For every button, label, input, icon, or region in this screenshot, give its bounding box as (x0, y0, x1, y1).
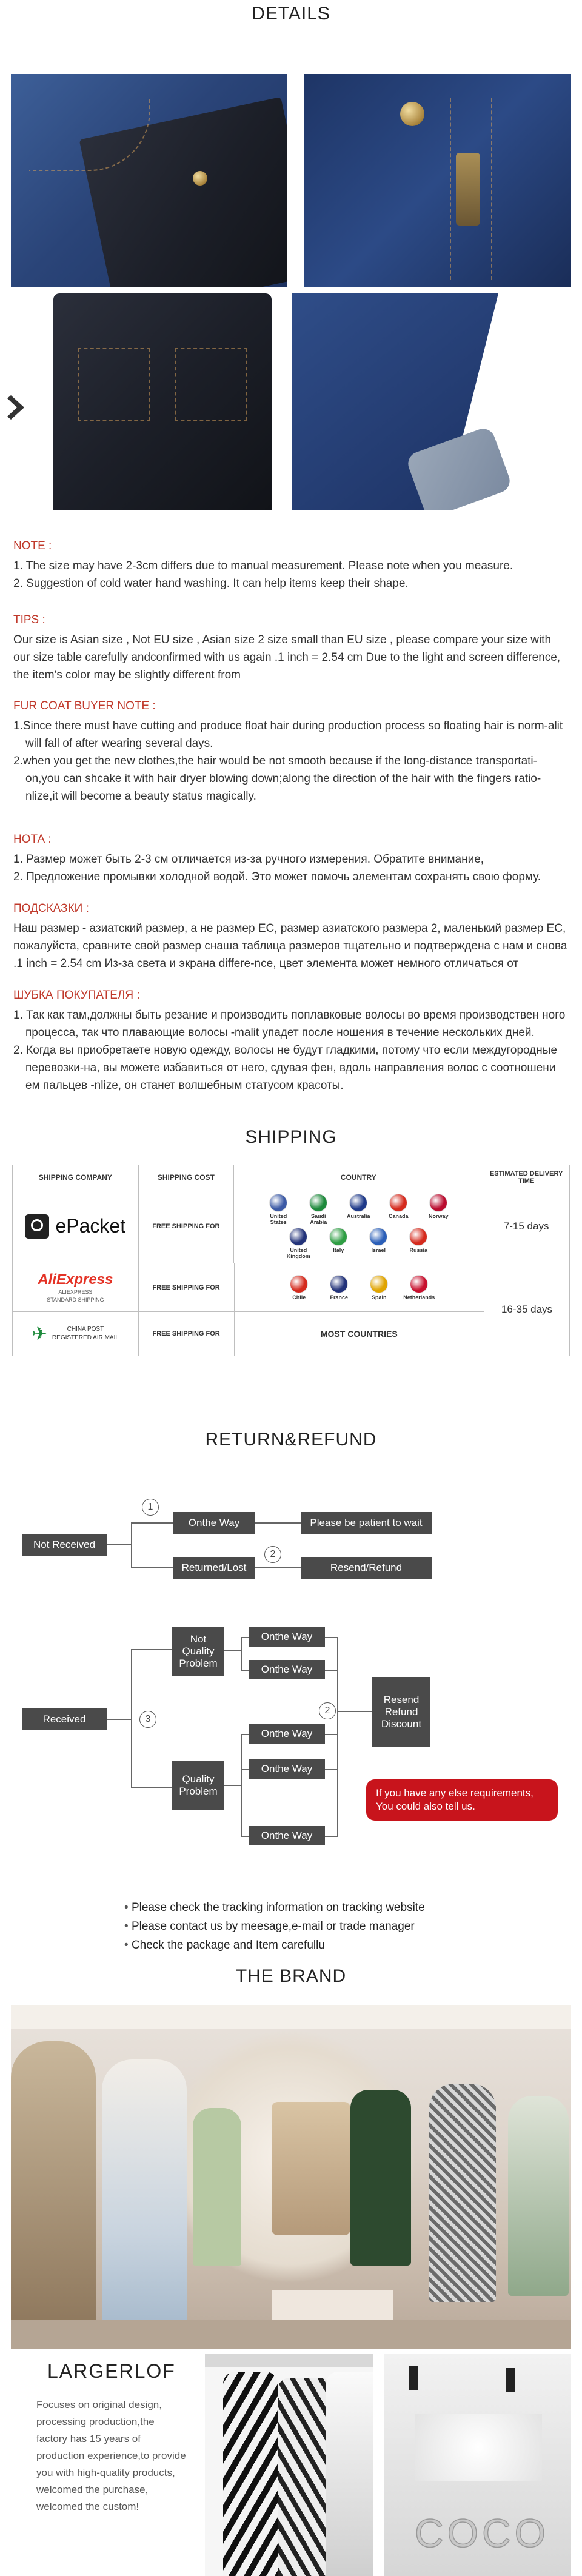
fur-note-line-2: 2.when you get the new clothes,the hair would be not smooth because if the long-distance transportati-on,you can shcake it with hair dryer blowing down;along the direction of the hair with the fingers ratio-nlize,it will become a beauty status magically. (13, 755, 541, 803)
brand-name: LARGERLOF (47, 2360, 176, 2382)
shared-delivery-time: 16-35 days (501, 1303, 553, 1315)
photo-jeans-back (35, 293, 287, 510)
nota-line-2: 2. Предложение промывки холодной водой. Это может помочь элементам сохранять свою форму. (13, 871, 541, 883)
flag-netherlands-icon (410, 1275, 428, 1293)
shipping-rows-shared (13, 1263, 569, 1356)
flag-label: Israel (371, 1246, 386, 1253)
note-section (13, 537, 570, 592)
flag-saudi-arabia-icon (309, 1194, 327, 1212)
nota-section (13, 831, 570, 886)
returned-lost-box: Returned/Lost (173, 1557, 255, 1579)
header-company: SHIPPING COMPANY (13, 1165, 139, 1189)
chinapost-icon: ✈ (32, 1323, 47, 1344)
flag-label: United States (270, 1213, 287, 1225)
tips-heading: TIPS : (13, 614, 45, 626)
photo-store-sign (384, 2354, 571, 2576)
flag-israel (363, 1228, 394, 1259)
refund-tip-2: • Please contact us by meesage,e-mail or trade manager (124, 1917, 425, 1936)
header-country: COUNTRY (234, 1165, 483, 1189)
nota-line-1: 1. Размер может быть 2-3 см отличается из-за ручного измерения. Обратите внимание, (13, 853, 484, 866)
flag-chile-icon (290, 1275, 308, 1293)
flag-italy-icon (329, 1228, 347, 1246)
aliexpress-countries (235, 1263, 484, 1311)
flag-list-aliexpress (250, 1275, 468, 1300)
details-title: DETAILS (252, 4, 330, 24)
brand-description: Focuses on original design, processing production,the factory has 15 years of production experience,to provide you with high-quality products, welcomed the purchase, welcomed the custom! (36, 2399, 186, 2512)
flag-canada (383, 1194, 414, 1225)
header-cost: SHIPPING COST (139, 1165, 235, 1189)
shipping-table (12, 1165, 570, 1356)
step-number-1: 1 (142, 1499, 159, 1516)
flag-chile (283, 1275, 315, 1300)
aliexpress-cost: FREE SHIPPING FOR (139, 1263, 235, 1311)
shuba-line-2: 2. Когда вы приобретаете новую одежду, волосы не будут гладкими, потому что если междугородные перевозки-на, вы можете избавиться от него, сдувая фен, вдоль направления волос с соотношени ем пальцев -nlize, он станет волшебным статусом красоты. (13, 1044, 557, 1092)
requirements-bubble: If you have any else requirements, You could also tell us. (366, 1779, 558, 1821)
flag-italy (323, 1228, 354, 1259)
flag-australia (343, 1194, 374, 1225)
not-quality-problem-box: Not Quality Problem (172, 1627, 224, 1676)
flag-label: United Kingdom (286, 1246, 310, 1259)
epacket-time: 7-15 days (503, 1220, 549, 1232)
flag-label: Australia (346, 1213, 370, 1219)
be-patient-box: Please be patient to wait (301, 1512, 432, 1534)
flag-russia (403, 1228, 434, 1259)
step-number-3: 3 (139, 1711, 156, 1728)
tips-text: Our size is Asian size , Not EU size , Asian size 2 size small than EU size , please compare your size with our size table carefully andconfirmed with us again .1 inch = 2.54 cm Due to the light and screen difference, the item's color may be slightly different from (13, 634, 561, 681)
flag-label: Saudi Arabia (310, 1213, 327, 1225)
quality-problem-box: Quality Problem (172, 1761, 224, 1810)
refund-tip-1: • Please check the tracking information on tracking website (124, 1898, 425, 1917)
on-the-way-box-nq-1: Onthe Way (249, 1627, 325, 1647)
refund-tips-list (124, 1898, 425, 1955)
not-received-box: Not Received (22, 1534, 107, 1556)
flag-spain (363, 1275, 395, 1300)
epacket-name: ePacket (55, 1215, 126, 1237)
step-number-2-top: 2 (264, 1546, 281, 1563)
flag-list-epacket (249, 1194, 467, 1259)
shipping-row-epacket (13, 1189, 569, 1263)
flag-united-kingdom-icon (289, 1228, 307, 1246)
fur-note-heading: FUR COAT BUYER NOTE : (13, 700, 156, 712)
nota-heading: НОТА : (13, 833, 52, 846)
photo-clothing-rack (205, 2354, 373, 2576)
chinapost-cost: FREE SHIPPING FOR (139, 1312, 235, 1356)
photo-jeans-button (304, 74, 571, 287)
flag-norway-icon (429, 1194, 447, 1212)
flag-united-kingdom (283, 1228, 314, 1259)
flag-label: Italy (333, 1246, 344, 1253)
flag-spain-icon (370, 1275, 388, 1293)
store-interior-photo (11, 2005, 571, 2349)
flag-saudi-arabia (303, 1194, 334, 1225)
epacket-logo (13, 1189, 139, 1263)
on-the-way-box-q-1: Onthe Way (249, 1724, 325, 1744)
flag-label: France (330, 1294, 349, 1300)
note-heading: NOTE : (13, 540, 52, 552)
received-box: Received (22, 1708, 107, 1730)
chinapost-line1: CHINA POST (67, 1326, 104, 1333)
note-line-1: 1. The size may have 2-3cm differs due to manual measurement. Please note when you measure. (13, 560, 513, 572)
note-line-2: 2. Suggestion of cold water hand washing. It can help items keep their shape. (13, 577, 409, 590)
flag-label: Norway (428, 1213, 449, 1219)
tips-section (13, 611, 570, 684)
podskazki-text: Наш размер - азиатский размер, а не размер ЕС, размер азиатского размера 2, маленький размер ЕС, пожалуйста, сравните свой размер снаша таблица размеров тщательно и подтверждена с нам и снова .1 inch = 2.54 cm Из-за света и экрана differe-nce, цвет элемента может немного отличаться от (13, 922, 567, 970)
flag-canada-icon (389, 1194, 407, 1212)
step-number-2-bottom: 2 (319, 1702, 336, 1719)
shipping-table-header (13, 1165, 569, 1189)
photo-jeans-front (11, 74, 287, 287)
epacket-countries (234, 1189, 483, 1263)
flag-label: Chile (292, 1294, 306, 1300)
store-sign: COCO (415, 2511, 549, 2555)
aliexpress-sub1: ALIEXPRESS (58, 1288, 93, 1295)
on-the-way-box-top: Onthe Way (173, 1512, 255, 1534)
brand-title: THE BRAND (235, 1966, 347, 1986)
shuba-section (13, 986, 570, 1094)
aliexpress-sub2: STANDARD SHIPPING (47, 1296, 104, 1303)
flag-label: Spain (372, 1294, 387, 1300)
flag-australia-icon (349, 1194, 367, 1212)
flag-france (323, 1275, 355, 1300)
shipping-title: SHIPPING (245, 1127, 337, 1147)
on-the-way-box-nq-2: Onthe Way (249, 1660, 325, 1679)
flag-label: Netherlands (403, 1294, 435, 1300)
podskazki-section (13, 900, 570, 972)
shipping-row-aliexpress (13, 1263, 484, 1312)
on-the-way-box-q-2: Onthe Way (249, 1759, 325, 1779)
flag-united-states-icon (269, 1194, 287, 1212)
shuba-line-1: 1. Так как там,должны быть резание и производить поплавковые волосы во время производствен ного процесса, так что плавающие волосы -malit упадет после ношения в течение нескольких дней. (13, 1009, 566, 1039)
fur-note-section (13, 697, 570, 805)
flag-united-states (263, 1194, 294, 1225)
refund-tip-3: • Check the package and Item carefullu (124, 1936, 425, 1955)
carousel-prev-arrow-icon[interactable] (5, 374, 36, 441)
flag-netherlands (403, 1275, 435, 1300)
flag-russia-icon (409, 1228, 427, 1246)
fur-note-line-1: 1.Since there must have cutting and produce float hair during production process so floating hair is norm-alit will fall of after wearing several days. (13, 720, 563, 750)
resend-refund-box: Resend/Refund (301, 1557, 432, 1579)
on-the-way-box-q-3: Onthe Way (249, 1826, 325, 1845)
refund-title: RETURN&REFUND (205, 1430, 377, 1450)
epacket-cost: FREE SHIPPING FOR (139, 1189, 235, 1263)
chinapost-logo (13, 1312, 139, 1356)
resend-refund-discount-box: Resend Refund Discount (372, 1677, 430, 1747)
flag-label: Russia (409, 1246, 427, 1253)
chinapost-line2: REGISTERED AIR MAIL (52, 1334, 119, 1341)
flag-norway (423, 1194, 454, 1225)
flag-label: Canada (388, 1213, 409, 1219)
epacket-logo-icon (25, 1214, 49, 1239)
flag-france-icon (330, 1275, 348, 1293)
shipping-row-chinapost (13, 1312, 484, 1356)
header-time: ESTIMATED DELIVERY TIME (489, 1169, 563, 1185)
photo-jeans-cuff (292, 293, 571, 510)
aliexpress-logo-text: AliExpress (38, 1271, 113, 1288)
flag-israel-icon (369, 1228, 387, 1246)
shuba-heading: ШУБКА ПОКУПАТЕЛЯ : (13, 989, 140, 1002)
chinapost-countries: MOST COUNTRIES (320, 1329, 398, 1339)
podskazki-heading: ПОДСКАЗКИ : (13, 902, 89, 915)
aliexpress-logo (13, 1263, 139, 1311)
